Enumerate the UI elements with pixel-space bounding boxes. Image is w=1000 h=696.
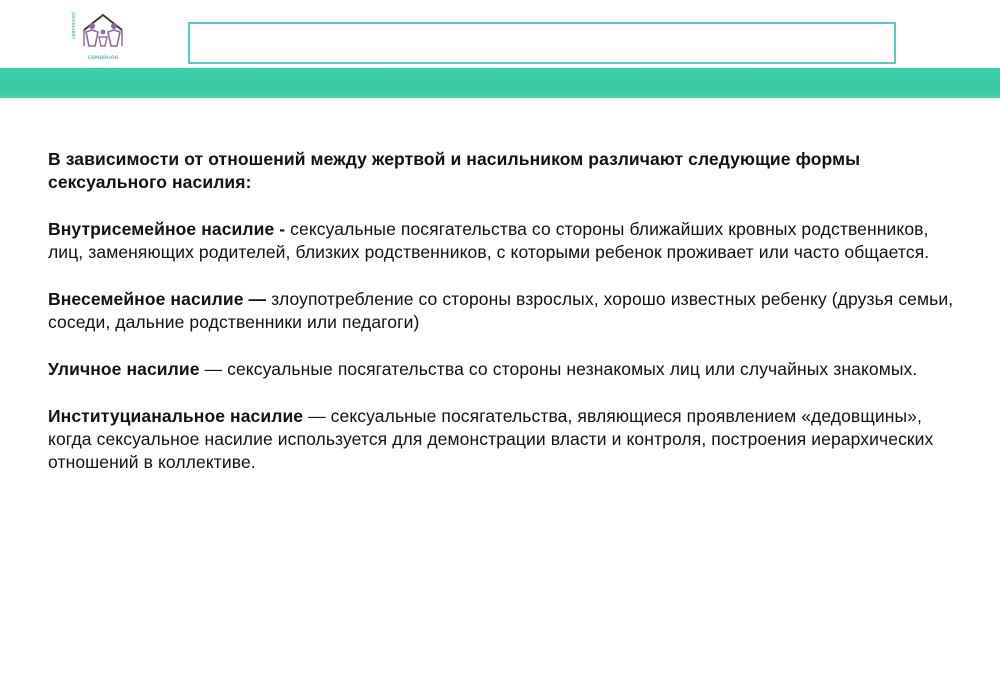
term-street: Уличное насилие xyxy=(48,359,205,379)
definition-intrafamily: сексуальные посягательства со стороны ближайших кровных родственников, лиц, заменяющих родителей, близких родственников, с которыми ребенок проживает или часто общается. xyxy=(48,219,930,262)
definition-extrafamily: злоупотребление со стороны взрослых, хорошо известных ребенку (друзья семьи, соседи, дальние родственники или педагоги) xyxy=(48,289,954,332)
family-house-icon xyxy=(70,6,136,64)
term-institutional: Институцианальное насилие xyxy=(48,406,309,426)
paragraph-institutional xyxy=(48,405,968,474)
term-intrafamily: Внутрисемейное насилие - xyxy=(48,219,291,239)
definition-institutional: — сексуальные посягательства, являющиеся проявлением «дедовщины», когда сексуальное насилие используется для демонстрации власти и контроля, построения иерархических отношений в коллективе. xyxy=(48,406,934,472)
paragraph-intrafamily xyxy=(48,218,968,264)
logo-vertical-text: разноцвет xyxy=(70,12,76,40)
header-band xyxy=(0,68,1000,98)
intro-text: В зависимости от отношений между жертвой и насильником различают следующие формы сексуального насилия: xyxy=(48,149,861,192)
paragraph-street xyxy=(48,358,968,381)
paragraph-extrafamily xyxy=(48,288,968,334)
term-extrafamily: Внесемейное насилие — xyxy=(48,289,272,309)
slide-content xyxy=(48,148,968,498)
logo xyxy=(70,6,136,64)
title-box xyxy=(188,22,896,64)
definition-street: — сексуальные посягательства со стороны незнакомых лиц или случайных знакомых. xyxy=(204,359,918,379)
logo-caption: семейное xyxy=(87,54,119,61)
